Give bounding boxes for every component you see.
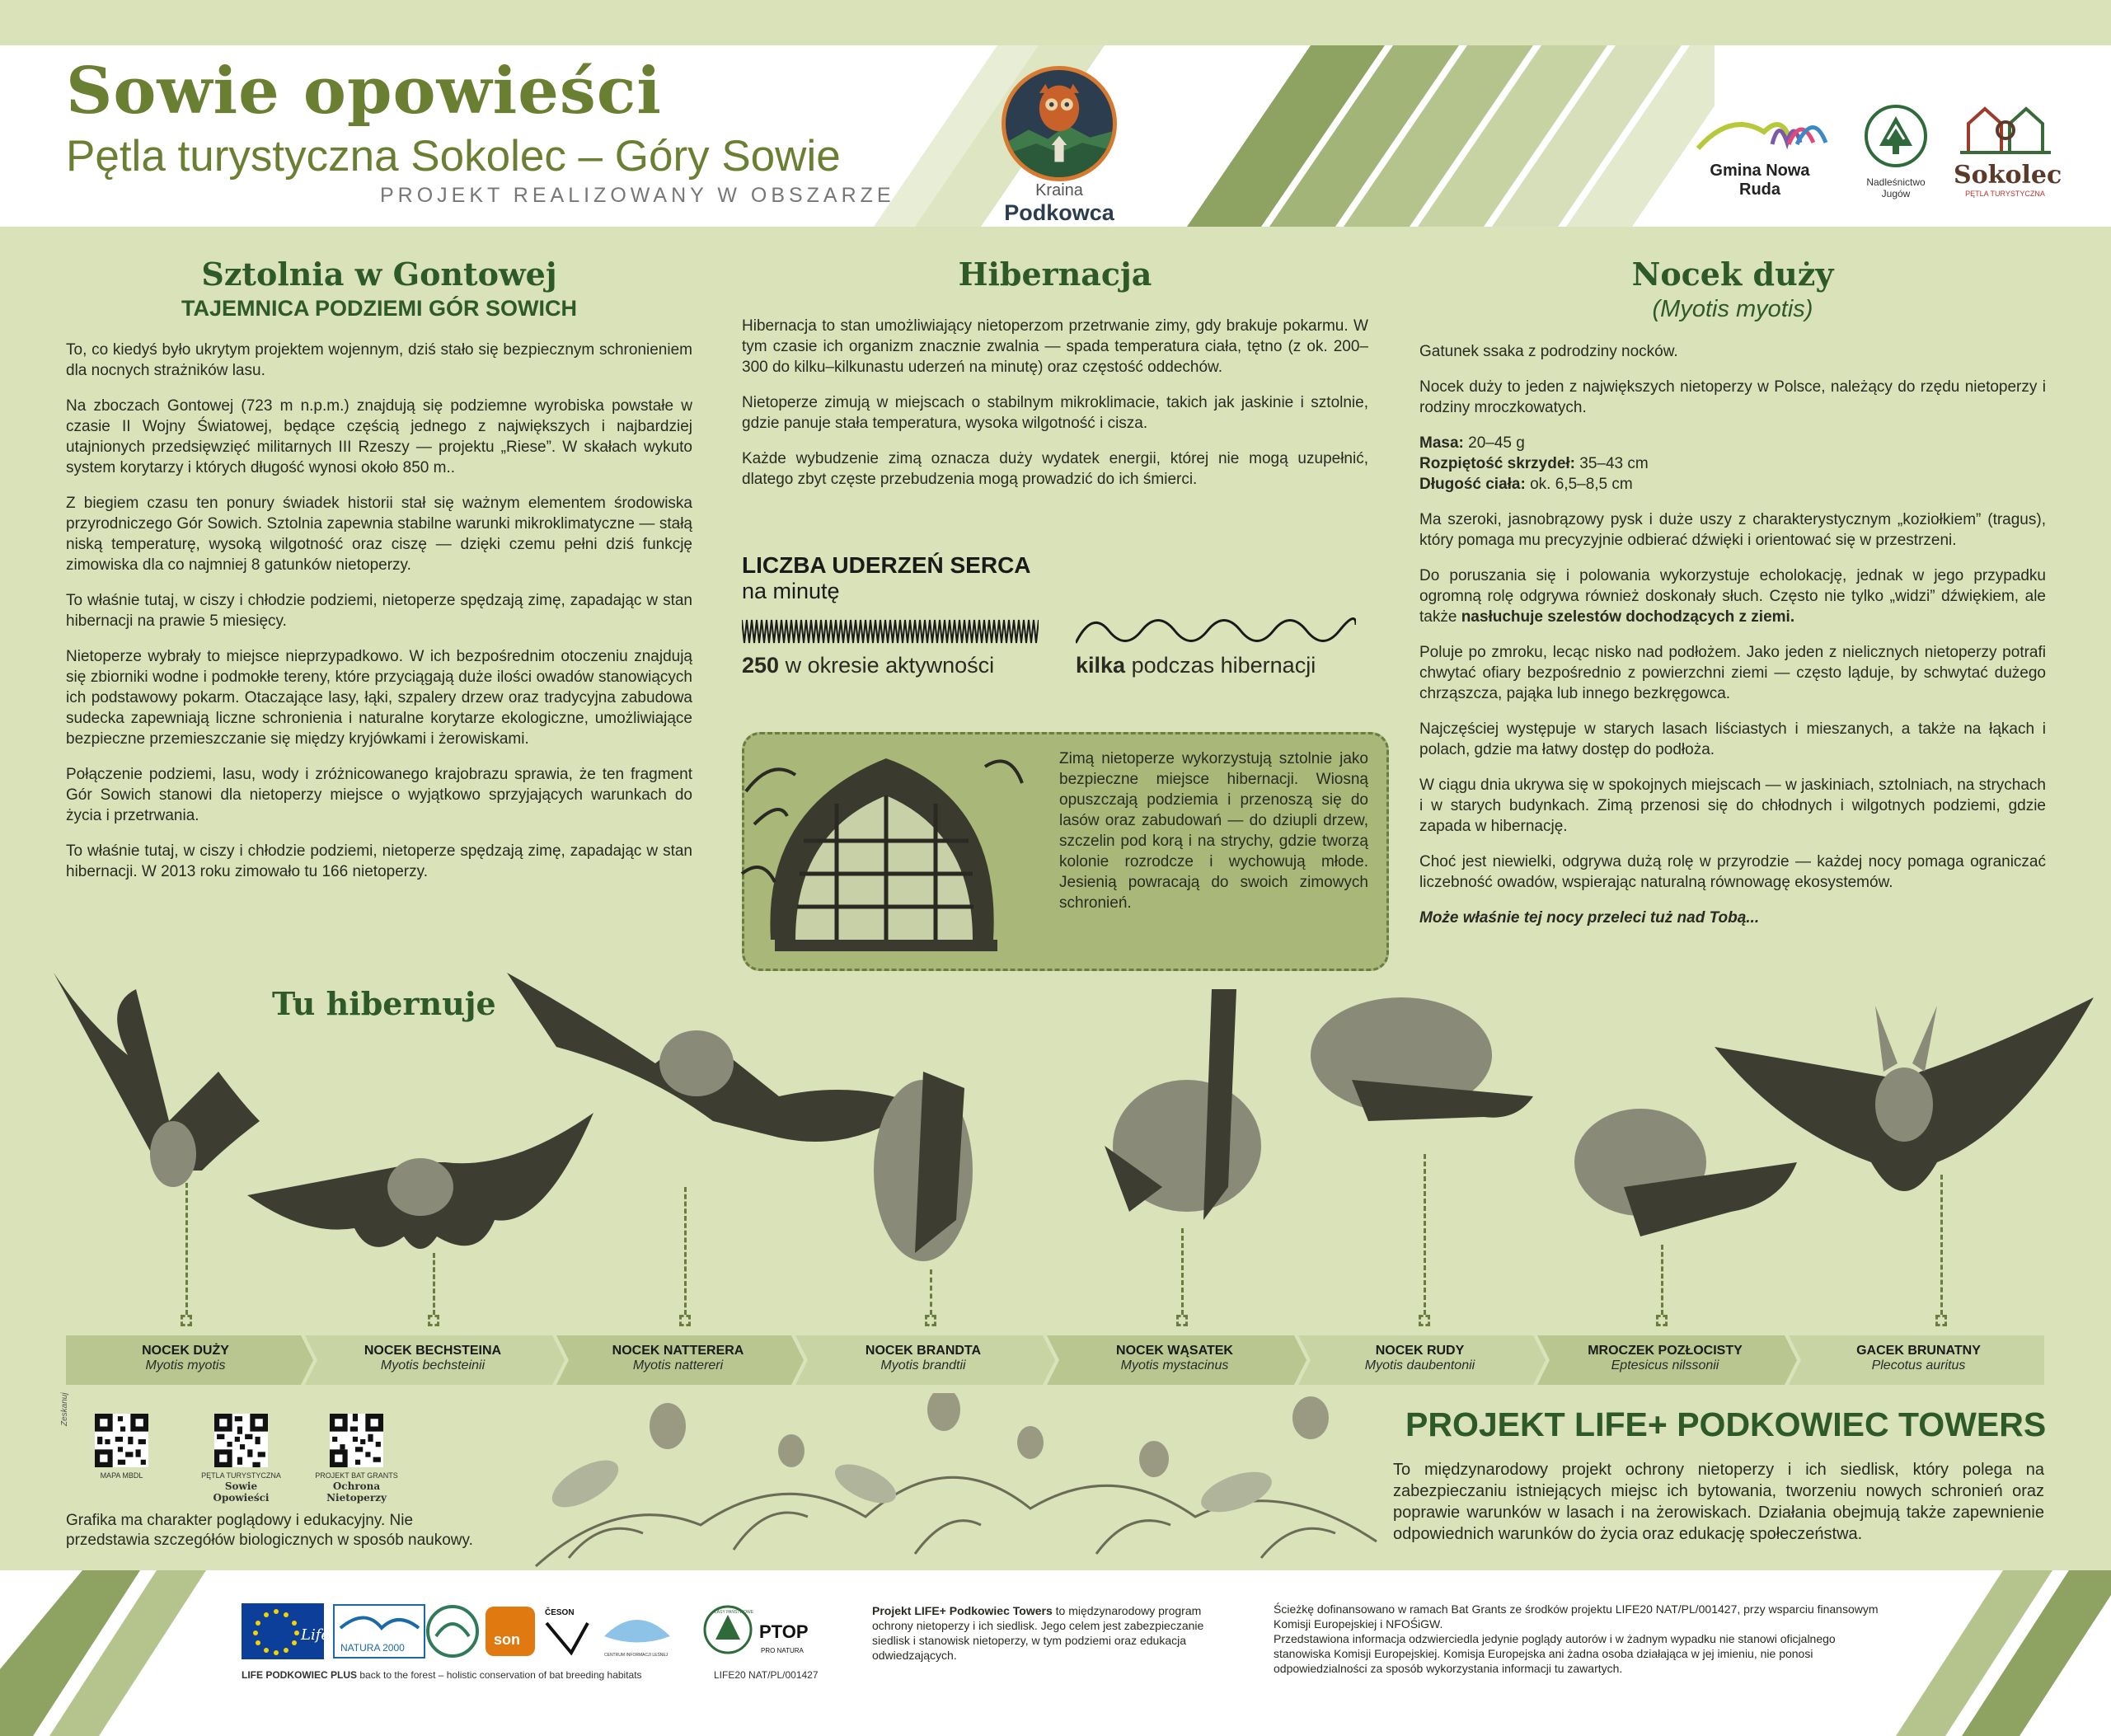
qr-bat-grants[interactable]: PROJEKT BAT GRANTS Ochrona Nietoperzy — [309, 1414, 404, 1504]
species-item-nocek-rudy: NOCEK RUDY Myotis daubentonii — [1364, 1344, 1475, 1372]
botanical-illustration — [519, 1393, 1385, 1574]
sztolnia-paragraph: Nietoperze wybrały to miejsce nieprzypadkowo. W ich bezpośrednim otoczeniu znajdują się zbiorniki wodne i podmokłe tereny, które przyciągają duże ilości owadów stanowiących ich podstawowy pokarm. Otaczające lasy, łąki, szpalery drzew oraz tradycyjna zabudowa sudecka zapewniają liczne schronienia i naturalne korytarze ekologiczne, umożliwiające bezpieczne przemieszczanie się między kryjówkami i żerowiskami. — [66, 648, 692, 748]
species-item-nocek-bechsteina: NOCEK BECHSTEINA Myotis bechsteinii — [364, 1344, 502, 1372]
logo-podkowca: Podkowca — [1004, 200, 1114, 225]
heart-rate-title: LICZBA UDERZEŃ SERCA — [742, 552, 1031, 578]
hibernacja-paragraph: Hibernacja to stan umożliwiający nietoperzom przetrwanie zimy, gdy brakuje pokarmu. W tym czasie ich organizm znacznie zwalnia — spada temperatura ciała, tętno (z ok. 200–300 do kilku–kilkunastu uderzeń na minutę) oraz częstość oddechów. — [742, 317, 1368, 376]
species-bar — [66, 1335, 2044, 1385]
column-hibernacja — [742, 256, 1368, 504]
sztolnia-paragraph: Połączenie podziemi, lasu, wody i zróżnicowanego krajobrazu sprawia, że ten fragment Gór Sowich stanowi dla nietoperzy miejsce o wyjątkowo sprzyjających warunkach do życia i przetrwania. — [66, 766, 692, 824]
connector-line — [1424, 1154, 1426, 1315]
life-project-text: To międzynarodowy projekt ochrony nietoperzy i ich siedlisk, który polega na zabezpieczaniu istniejących miejsc ich bytowania, tworzeniu nowych schronień oraz poprawie warunków w lasach i na żerowiskach. Działania obejmują także zapewnienie odpowiednich warunków do życia oraz edukację społeczeństwa. — [1393, 1461, 2044, 1543]
kraina-podkowca-logo — [993, 66, 1125, 223]
connector-pin — [925, 1315, 936, 1326]
svg-text:NATURA 2000: NATURA 2000 — [340, 1642, 405, 1654]
sokolec-sublabel: PĘTLA TURYSTYCZNA — [1965, 190, 2045, 198]
stat-length: Długość ciała: ok. 6,5–8,5 cm — [1419, 476, 1633, 493]
tu-hibernuje-heading: Tu hibernuje — [272, 985, 496, 1022]
heart-rate-infographic — [742, 552, 1368, 684]
stat-wingspan: Rozpiętość skrzydeł: 35–43 cm — [1419, 455, 1649, 472]
bat-illustration-nocek-duzy — [37, 956, 276, 1203]
connector-line — [684, 1187, 687, 1315]
heart-hibernation-label: kilka podczas hibernacji — [1076, 653, 1316, 678]
qr-code-icon — [214, 1414, 268, 1467]
top-band — [0, 0, 2111, 45]
sokolec-owl-icon — [1956, 99, 2055, 157]
hibernacja-heading: Hibernacja — [958, 256, 1152, 293]
life-project-heading: PROJEKT LIFE+ PODKOWIEC TOWERS — [1405, 1405, 2047, 1443]
nocek-latin-name: (Myotis myotis) — [1652, 296, 1813, 322]
gmina-nowa-ruda-logo — [1690, 111, 1830, 199]
connector-pin — [1419, 1315, 1430, 1326]
nocek-paragraph: Gatunek ssaka z podrodziny nocków. — [1419, 343, 1678, 360]
species-item-gacek-brunatny: GACEK BRUNATNY Plecotus auritus — [1856, 1344, 1981, 1372]
sztolnia-heading: Sztolnia w Gontowej — [201, 256, 557, 293]
nocek-paragraph: W ciągu dnia ukrywa się w spokojnych miejscach — w jaskiniach, sztolniach, na strychach i w starych budynkach. Zimą przenosi się do chłodnych i wilgotnych podziemi, gdzie zapada w hibernację. — [1419, 777, 2046, 835]
nocek-stats — [1419, 433, 2046, 495]
hibernation-box-text: Zimą nietoperze wykorzystują sztolnie jako bezpieczne miejsce hibernacji. Wiosną opuszczają podziemia i przenoszą się do lasów oraz zabudowań — do dziupli drzew, szczelin pod korą i na strychy, gdzie tworzą kolonie rozrodcze i wychowują młode. Jesienią powracają do swoich zimowych schronień. — [1059, 750, 1368, 912]
sztolnia-paragraph: To, co kiedyś było ukrytym projektem wojennym, dziś stało się bezpiecznym schronieniem dla nocnych strażników lasu. — [66, 341, 692, 379]
footer-logos — [242, 1603, 835, 1661]
nocek-paragraph: Choć jest niewielki, odgrywa dużą rolę w przyrodzie — każdej nocy pomaga ograniczać liczebność owadów, wspierając naturalną równowagę ekosystemów. — [1419, 853, 2046, 891]
footer-stripes-left — [0, 1570, 214, 1736]
ptop-logo-icon: PTOP — [759, 1621, 809, 1642]
connector-pin — [428, 1315, 439, 1326]
tunnel-entrance-illustration — [738, 709, 1030, 981]
logo-kraina: Kraina — [1035, 181, 1083, 199]
sztolnia-subheading: TAJEMNICA PODZIEMI GÓR SOWICH — [181, 296, 577, 321]
sokolec-logo — [1954, 99, 2062, 198]
nocek-paragraph: Do poruszania się i polowania wykorzystuje echolokację, jednak w jego przypadku ogromną rolę odgrywa również doskonały słuch. Często nie tylko „widzi” dźwiękiem, ale także nasłuchuje szelestów dochodzących z ziemi. — [1419, 567, 2046, 626]
bat-illustration-nocek-brandta — [841, 1055, 1006, 1269]
lasy-tree-icon — [1863, 103, 1929, 169]
fast-heartbeat-wave-icon — [742, 617, 1039, 646]
qr-code-icon — [330, 1414, 383, 1467]
page-subtitle: Pętla turystyczna Sokolec – Góry Sowie — [66, 132, 841, 181]
lasy-label: Nadleśnictwo Jugów — [1866, 176, 1926, 199]
species-item-mroczek-pozlocisty: MROCZEK POZŁOCISTY Eptesicus nilssonii — [1588, 1344, 1743, 1372]
connector-line — [185, 1183, 188, 1315]
bat-illustration-nocek-rudy — [1302, 981, 1550, 1179]
connector-line — [930, 1269, 932, 1315]
connector-pin — [1656, 1315, 1668, 1326]
qr-petla-turystyczna[interactable]: PĘTLA TURYSTYCZNA Sowie Opowieści — [198, 1414, 284, 1504]
sztolnia-paragraph: To właśnie tutaj, w ciszy i chłodzie podziemi, nietoperze spędzają zimę, zapadając w stan hibernacji. W 2013 roku zimowało tu 166 nietoperzy. — [66, 842, 692, 880]
column-sztolnia — [66, 256, 692, 897]
footer-logo-caption: LIFE PODKOWIEC PLUS back to the forest – holistic conservation of bat breeding habitats — [242, 1669, 642, 1681]
nocek-paragraph: Najczęściej występuje w starych lasach liściastych i mieszanych, a także na łąkach i polach, gdzie ma łatwy dostęp do podłoża. — [1419, 720, 2046, 758]
nocek-heading: Nocek duży — [1631, 256, 1834, 293]
owl-emblem-icon — [1006, 70, 1113, 177]
heart-active-label: 250 w okresie aktywności — [742, 653, 995, 678]
heart-hibernation-value: kilka — [1076, 653, 1126, 678]
species-item-nocek-wasatek: NOCEK WĄSATEK Myotis mystacinus — [1116, 1344, 1233, 1372]
qr-mapa-mbdl[interactable]: MAPA MBDL — [82, 1414, 161, 1480]
scan-label: Zeskanuj — [60, 1392, 69, 1426]
svg-text:LASY PAŃSTWOWE: LASY PAŃSTWOWE — [715, 1610, 754, 1615]
logo-emblem — [1002, 66, 1117, 181]
header — [0, 45, 2111, 227]
ceson-logo-icon — [547, 1623, 588, 1653]
svg-text:ČESON: ČESON — [545, 1608, 575, 1617]
nocek-closing: Może właśnie tej nocy przeleci tuż nad Tobą... — [1419, 909, 1760, 927]
footer-stripes-right — [1896, 1570, 2111, 1736]
gmina-waves-icon — [1690, 111, 1830, 152]
connector-pin — [181, 1315, 192, 1326]
page-title: Sowie opowieści — [66, 54, 662, 129]
sztolnia-paragraph: To właśnie tutaj, w ciszy i chłodzie podziemi, nietoperze spędzają zimę, zapadając w stan hibernacji na prawie 5 miesięcy. — [66, 592, 692, 630]
connector-pin — [1935, 1315, 1947, 1326]
connector-line — [433, 1253, 435, 1315]
bat-illustration-nocek-wasatek — [1072, 981, 1302, 1236]
hibernacja-paragraph: Nietoperze zimują w miejscach o stabilnym mikroklimacie, takich jak jaskinie i sztolnie, gdzie panuje stała temperatura, wysoka wilgotność i cisza. — [742, 394, 1368, 432]
bat-wing-logo-icon — [604, 1620, 670, 1643]
lasy-panstwowe-logo — [1855, 103, 1937, 199]
connector-pin — [1176, 1315, 1188, 1326]
disclaimer-text: Grafika ma charakter poglądowy i edukacyjny. Nie przedstawia szczegółów biologicznych w sposób naukowy. — [66, 1512, 473, 1549]
nocek-paragraph: Ma szeroki, jasnobrązowy pysk i duże uszy z charakterystycznym „koziołkiem” (tragus), który pomaga mu precyzyjnie odbierać dźwięki i orientować się w przestrzeni. — [1419, 511, 2046, 549]
sztolnia-paragraph: Na zboczach Gontowej (723 m n.p.m.) znajdują się podziemne wyrobiska powstałe w czasie II Wojny Światowej, będące częścią jednego z największych i najbardziej utajnionych przedsięwzięć militarnych III Rzeszy — projektu „Riese”. W skałach wykuto system korytarzy i których długość wynosi około 850 m.. — [66, 397, 692, 476]
footer-funding-text: Ścieżkę dofinansowano w ramach Bat Grants ze środków projektu LIFE20 NAT/PL/001427, przy wsparciu finansowym Komisji Europejskiej i NFOŚiGW. Przedstawiona informacja odzwierciedla jedynie poglądy autorów i w żadnym wypadku nie stanowi oficjalnego stanowiska Komisji Europejskiej. Komisja Europejska ani żadna osoba działająca w jej imieniu, nie ponosi odpowiedzialności za sposób wykorzystania informacji tu zawartych. — [1274, 1602, 1879, 1675]
svg-text:son: son — [494, 1631, 521, 1648]
svg-text:PRO NATURA: PRO NATURA — [761, 1647, 804, 1654]
footer-project-text: Projekt LIFE+ Podkowiec Towers to międzynarodowy program ochrony nietoperzy i ich siedlisk. Jego celem jest zabezpieczanie siedlisk i stanowisk nietoperzy, w tym podziemi oraz edukacja odwiedzających. — [872, 1604, 1204, 1662]
hibernacja-paragraph: Każde wybudzenie zimą oznacza duży wydatek energii, której nie mogą uzupełnić, dlatego zbyt częste przebudzenia mogą prowadzić do ich śmierci. — [742, 450, 1368, 488]
svg-text:Life: Life — [301, 1626, 331, 1644]
sztolnia-paragraph: Z biegiem czasu ten ponury świadek historii stał się ważnym elementem środowiska przyrodniczego Gór Sowich. Sztolnia zapewnia stabilne warunki mikroklimatyczne — stałą niską temperaturę, wysoką wilgotność oraz ciszę — dzięki czemu pełni dziś funkcję zimowiska dla co najmniej 8 gatunków nietoperzy. — [66, 495, 692, 574]
species-item-nocek-duzy: NOCEK DUŻY Myotis myotis — [142, 1344, 229, 1372]
heart-active-value: 250 — [742, 653, 780, 678]
nocek-paragraph: Poluje po zmroku, lecąc nisko nad podłożem. Jako jeden z nielicznych nietoperzy potrafi chwytać ofiary bezpośrednio z powierzchni ziemi — często ląduje, by schwytać dużego chrząszcza, pająka lub innego bezkręgowca. — [1419, 644, 2046, 702]
slow-heartbeat-wave-icon — [1076, 610, 1356, 651]
footer — [0, 1570, 2111, 1736]
project-line: PROJEKT REALIZOWANY W OBSZARZE — [380, 184, 895, 207]
heart-rate-subtitle: na minutę — [742, 579, 840, 603]
svg-text:CENTRUM INFORMACJI LEŚNEJ: CENTRUM INFORMACJI LEŚNEJ — [604, 1653, 668, 1658]
species-item-nocek-natterera: NOCEK NATTERERA Myotis nattereri — [612, 1344, 744, 1372]
gmina-label: Gmina Nowa Ruda — [1710, 162, 1810, 199]
bat-illustration-gacek-brunatny — [1715, 981, 2094, 1220]
sokolec-label: Sokolec — [1954, 161, 2062, 190]
footer-project-code: LIFE20 NAT/PL/001427 — [714, 1669, 819, 1681]
column-nocek-duzy — [1419, 256, 2046, 943]
bat-logo-icon — [428, 1607, 477, 1656]
stat-mass: Masa: 20–45 g — [1419, 434, 1525, 452]
qr-code-icon — [95, 1414, 148, 1467]
species-item-nocek-brandta: NOCEK BRANDTA Myotis brandtii — [865, 1344, 982, 1372]
nocek-paragraph: Nocek duży to jeden z największych nietoperzy w Polsce, należący do rzędu nietoperzy i rodziny mroczkowatych. — [1419, 378, 2046, 416]
connector-line — [1661, 1245, 1663, 1315]
connector-line — [1940, 1175, 1943, 1315]
connector-pin — [679, 1315, 691, 1326]
connector-line — [1181, 1228, 1184, 1315]
